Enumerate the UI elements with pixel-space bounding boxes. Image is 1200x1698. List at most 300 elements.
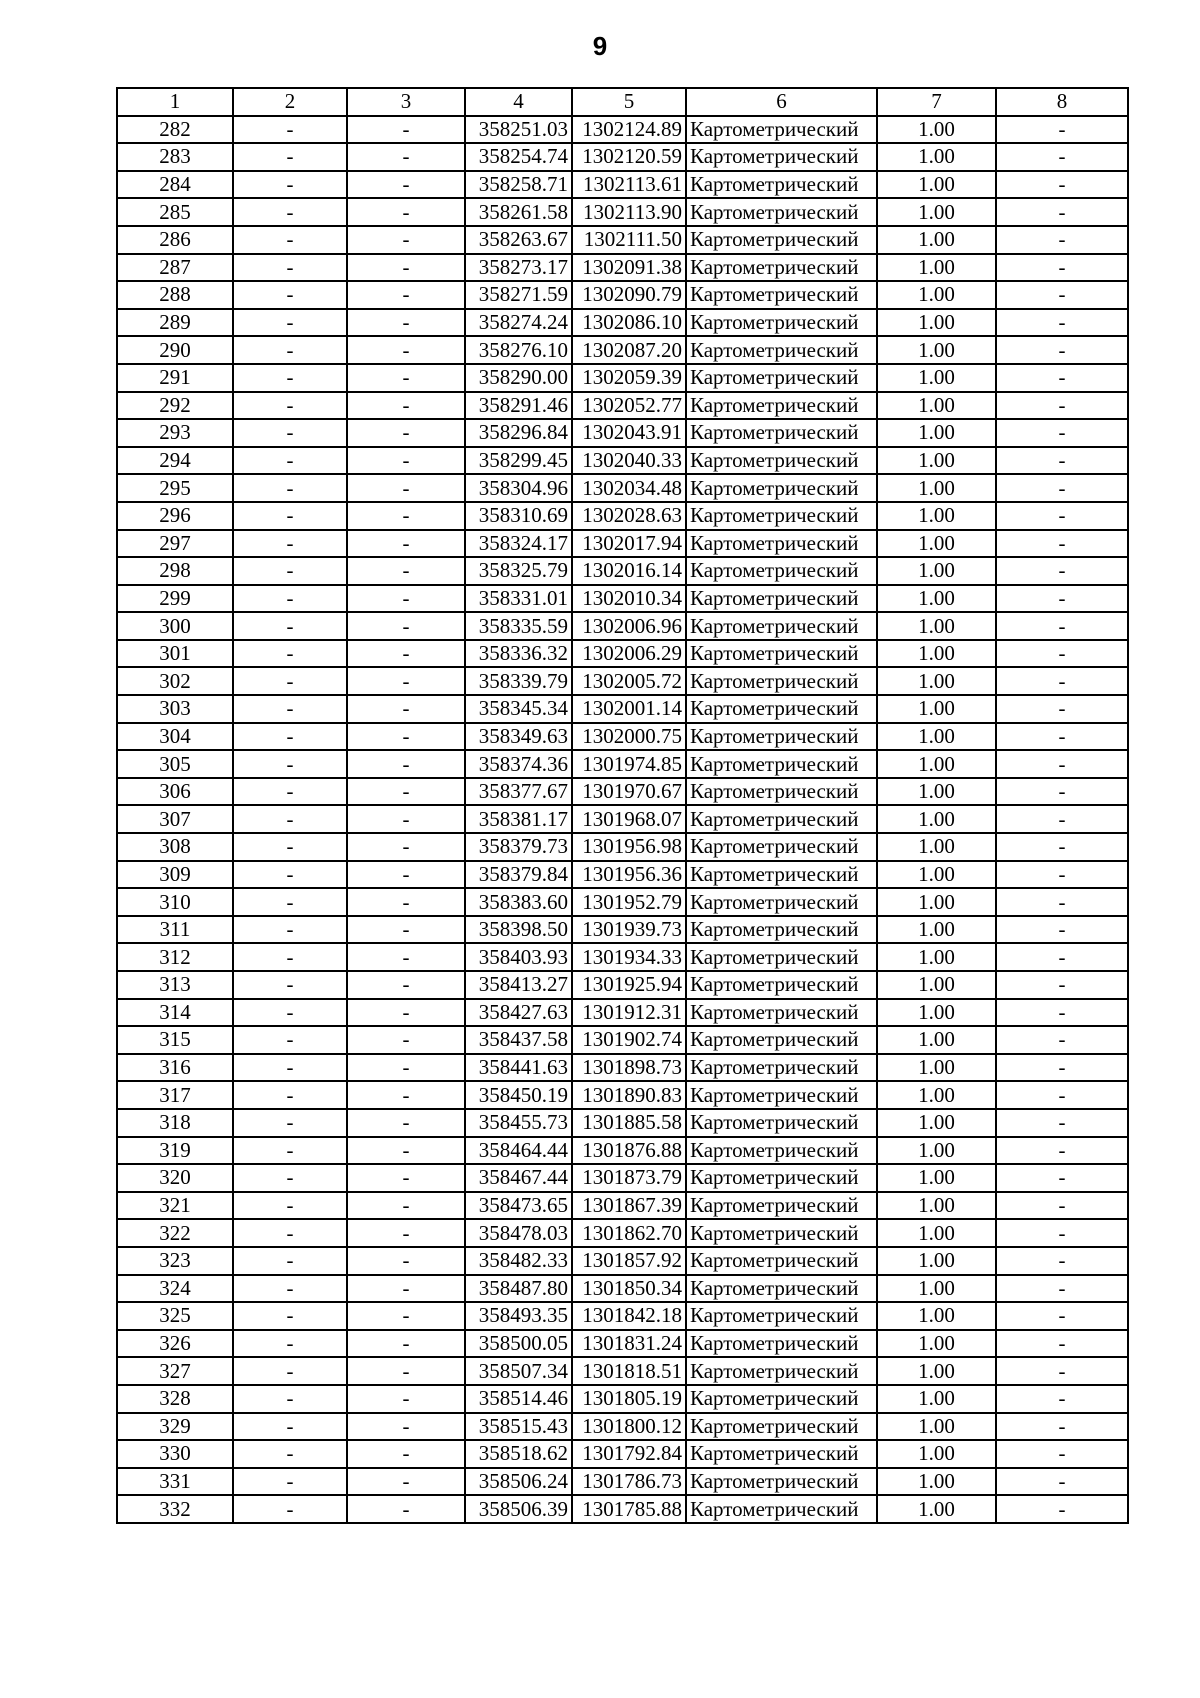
table-row [117,612,1128,640]
method-cell: Картометрический [686,281,877,309]
accuracy-cell: 1.00 [877,1495,996,1523]
coord-y-cell: 1302052.77 [572,392,686,420]
coord-x-cell: 358464.44 [465,1137,572,1165]
col-8-cell: - [996,1164,1128,1192]
table-row [117,640,1128,668]
col-8-cell: - [996,530,1128,558]
point-number-cell: 289 [117,309,233,337]
coord-y-cell: 1302001.14 [572,695,686,723]
coord-x-cell: 358403.93 [465,943,572,971]
coord-y-cell: 1302059.39 [572,364,686,392]
col-3-cell: - [347,1385,465,1413]
table-row [117,1330,1128,1358]
accuracy-cell: 1.00 [877,1192,996,1220]
coord-x-cell: 358336.32 [465,640,572,668]
coord-x-cell: 358290.00 [465,364,572,392]
method-cell: Картометрический [686,198,877,226]
col-2-cell: - [233,143,347,171]
point-number-cell: 327 [117,1357,233,1385]
coord-x-cell: 358263.67 [465,226,572,254]
coord-y-cell: 1302017.94 [572,530,686,558]
table-row [117,695,1128,723]
col-3-cell: - [347,1275,465,1303]
coord-x-cell: 358482.33 [465,1247,572,1275]
coord-x-cell: 358473.65 [465,1192,572,1220]
col-8-cell: - [996,723,1128,751]
method-cell: Картометрический [686,1109,877,1137]
accuracy-cell: 1.00 [877,888,996,916]
col-8-cell: - [996,364,1128,392]
col-8-cell: - [996,1302,1128,1330]
method-cell: Картометрический [686,612,877,640]
col-2-cell: - [233,585,347,613]
coord-x-cell: 358379.84 [465,861,572,889]
accuracy-cell: 1.00 [877,1109,996,1137]
col-3-cell: - [347,1026,465,1054]
col-3-cell: - [347,805,465,833]
accuracy-cell: 1.00 [877,474,996,502]
col-8-cell: - [996,695,1128,723]
table-row [117,143,1128,171]
coord-y-cell: 1301831.24 [572,1330,686,1358]
table-row [117,281,1128,309]
col-3-cell: - [347,1081,465,1109]
accuracy-cell: 1.00 [877,585,996,613]
accuracy-cell: 1.00 [877,502,996,530]
col-8-cell: - [996,281,1128,309]
point-number-cell: 328 [117,1385,233,1413]
coord-x-cell: 358381.17 [465,805,572,833]
point-number-cell: 326 [117,1330,233,1358]
point-number-cell: 292 [117,392,233,420]
table-row [117,336,1128,364]
col-3-cell: - [347,1330,465,1358]
table-row [117,1385,1128,1413]
col-8-cell: - [996,778,1128,806]
point-number-cell: 307 [117,805,233,833]
table-row [117,861,1128,889]
col-2-cell: - [233,502,347,530]
table-row [117,971,1128,999]
header-cell: 5 [572,88,686,116]
accuracy-cell: 1.00 [877,640,996,668]
method-cell: Картометрический [686,530,877,558]
point-number-cell: 299 [117,585,233,613]
table-row [117,1302,1128,1330]
table-row [117,419,1128,447]
method-cell: Картометрический [686,1192,877,1220]
point-number-cell: 312 [117,943,233,971]
point-number-cell: 287 [117,254,233,282]
accuracy-cell: 1.00 [877,805,996,833]
accuracy-cell: 1.00 [877,419,996,447]
coord-y-cell: 1302111.50 [572,226,686,254]
col-8-cell: - [996,943,1128,971]
point-number-cell: 283 [117,143,233,171]
coord-y-cell: 1301873.79 [572,1164,686,1192]
table-row [117,530,1128,558]
header-cell: 2 [233,88,347,116]
col-8-cell: - [996,1413,1128,1441]
point-number-cell: 324 [117,1275,233,1303]
col-3-cell: - [347,530,465,558]
col-2-cell: - [233,254,347,282]
method-cell: Картометрический [686,695,877,723]
col-3-cell: - [347,226,465,254]
method-cell: Картометрический [686,1137,877,1165]
coord-x-cell: 358413.27 [465,971,572,999]
col-3-cell: - [347,336,465,364]
coord-x-cell: 358450.19 [465,1081,572,1109]
accuracy-cell: 1.00 [877,557,996,585]
method-cell: Картометрический [686,309,877,337]
point-number-cell: 293 [117,419,233,447]
header-cell: 6 [686,88,877,116]
coord-y-cell: 1301885.58 [572,1109,686,1137]
coord-x-cell: 358514.46 [465,1385,572,1413]
method-cell: Картометрический [686,833,877,861]
table-row [117,1109,1128,1137]
col-2-cell: - [233,805,347,833]
method-cell: Картометрический [686,447,877,475]
method-cell: Картометрический [686,943,877,971]
col-3-cell: - [347,447,465,475]
table-row [117,447,1128,475]
coord-x-cell: 358299.45 [465,447,572,475]
method-cell: Картометрический [686,502,877,530]
point-number-cell: 321 [117,1192,233,1220]
col-3-cell: - [347,1192,465,1220]
col-3-cell: - [347,392,465,420]
coord-y-cell: 1301862.70 [572,1219,686,1247]
coord-x-cell: 358254.74 [465,143,572,171]
col-3-cell: - [347,143,465,171]
accuracy-cell: 1.00 [877,198,996,226]
col-2-cell: - [233,750,347,778]
method-cell: Картометрический [686,1385,877,1413]
col-2-cell: - [233,1440,347,1468]
col-3-cell: - [347,1109,465,1137]
point-number-cell: 284 [117,171,233,199]
accuracy-cell: 1.00 [877,364,996,392]
coord-y-cell: 1302034.48 [572,474,686,502]
accuracy-cell: 1.00 [877,447,996,475]
table-row [117,1192,1128,1220]
col-2-cell: - [233,1357,347,1385]
accuracy-cell: 1.00 [877,1026,996,1054]
table-row [117,999,1128,1027]
col-3-cell: - [347,585,465,613]
col-2-cell: - [233,667,347,695]
col-2-cell: - [233,971,347,999]
accuracy-cell: 1.00 [877,392,996,420]
coord-x-cell: 358251.03 [465,116,572,144]
table-row [117,557,1128,585]
method-cell: Картометрический [686,364,877,392]
table-row [117,805,1128,833]
coord-x-cell: 358304.96 [465,474,572,502]
col-8-cell: - [996,1330,1128,1358]
col-2-cell: - [233,419,347,447]
accuracy-cell: 1.00 [877,750,996,778]
coord-x-cell: 358493.35 [465,1302,572,1330]
col-8-cell: - [996,336,1128,364]
coord-x-cell: 358325.79 [465,557,572,585]
method-cell: Картометрический [686,557,877,585]
coord-y-cell: 1301898.73 [572,1054,686,1082]
page-number: 9 [592,31,608,61]
coord-y-cell: 1301842.18 [572,1302,686,1330]
col-2-cell: - [233,281,347,309]
col-3-cell: - [347,695,465,723]
col-8-cell: - [996,254,1128,282]
col-3-cell: - [347,1302,465,1330]
col-2-cell: - [233,612,347,640]
method-cell: Картометрический [686,723,877,751]
col-2-cell: - [233,1164,347,1192]
col-8-cell: - [996,640,1128,668]
col-8-cell: - [996,392,1128,420]
method-cell: Картометрический [686,116,877,144]
col-2-cell: - [233,999,347,1027]
accuracy-cell: 1.00 [877,1413,996,1441]
col-3-cell: - [347,640,465,668]
col-8-cell: - [996,971,1128,999]
method-cell: Картометрический [686,1026,877,1054]
coord-x-cell: 358291.46 [465,392,572,420]
col-3-cell: - [347,861,465,889]
col-3-cell: - [347,888,465,916]
accuracy-cell: 1.00 [877,226,996,254]
point-number-cell: 310 [117,888,233,916]
coord-y-cell: 1302090.79 [572,281,686,309]
col-2-cell: - [233,1054,347,1082]
point-number-cell: 300 [117,612,233,640]
coord-x-cell: 358500.05 [465,1330,572,1358]
col-2-cell: - [233,1468,347,1496]
table-row [117,392,1128,420]
accuracy-cell: 1.00 [877,530,996,558]
coord-x-cell: 358324.17 [465,530,572,558]
method-cell: Картометрический [686,171,877,199]
col-3-cell: - [347,916,465,944]
col-3-cell: - [347,198,465,226]
coord-y-cell: 1301850.34 [572,1275,686,1303]
col-3-cell: - [347,1413,465,1441]
coord-x-cell: 358506.24 [465,1468,572,1496]
col-3-cell: - [347,612,465,640]
table-row [117,474,1128,502]
col-3-cell: - [347,1054,465,1082]
coord-y-cell: 1302000.75 [572,723,686,751]
col-3-cell: - [347,474,465,502]
method-cell: Картометрический [686,750,877,778]
col-3-cell: - [347,667,465,695]
col-8-cell: - [996,1468,1128,1496]
col-3-cell: - [347,1137,465,1165]
method-cell: Картометрический [686,916,877,944]
coord-y-cell: 1301857.92 [572,1247,686,1275]
col-2-cell: - [233,557,347,585]
col-2-cell: - [233,1026,347,1054]
coord-y-cell: 1301890.83 [572,1081,686,1109]
table-row [117,1026,1128,1054]
table-row [117,667,1128,695]
col-3-cell: - [347,723,465,751]
col-2-cell: - [233,1109,347,1137]
method-cell: Картометрический [686,1247,877,1275]
table-row [117,1137,1128,1165]
coord-y-cell: 1302006.29 [572,640,686,668]
coord-y-cell: 1302006.96 [572,612,686,640]
table-row [117,226,1128,254]
coord-y-cell: 1302091.38 [572,254,686,282]
accuracy-cell: 1.00 [877,1468,996,1496]
accuracy-cell: 1.00 [877,723,996,751]
point-number-cell: 317 [117,1081,233,1109]
col-8-cell: - [996,1219,1128,1247]
table-row [117,116,1128,144]
table-row [117,833,1128,861]
point-number-cell: 306 [117,778,233,806]
header-cell: 1 [117,88,233,116]
method-cell: Картометрический [686,419,877,447]
coord-y-cell: 1301925.94 [572,971,686,999]
col-3-cell: - [347,1219,465,1247]
col-3-cell: - [347,999,465,1027]
method-cell: Картометрический [686,805,877,833]
point-number-cell: 298 [117,557,233,585]
coord-x-cell: 358271.59 [465,281,572,309]
point-number-cell: 322 [117,1219,233,1247]
table-row [117,1495,1128,1523]
col-2-cell: - [233,364,347,392]
col-2-cell: - [233,916,347,944]
method-cell: Картометрический [686,861,877,889]
coord-x-cell: 358467.44 [465,1164,572,1192]
table-row [117,1081,1128,1109]
coord-y-cell: 1302120.59 [572,143,686,171]
col-8-cell: - [996,612,1128,640]
accuracy-cell: 1.00 [877,1137,996,1165]
method-cell: Картометрический [686,392,877,420]
table-row [117,364,1128,392]
col-2-cell: - [233,1302,347,1330]
point-number-cell: 316 [117,1054,233,1082]
col-8-cell: - [996,1385,1128,1413]
col-8-cell: - [996,1137,1128,1165]
accuracy-cell: 1.00 [877,171,996,199]
table-row [117,778,1128,806]
accuracy-cell: 1.00 [877,1440,996,1468]
method-cell: Картометрический [686,640,877,668]
col-8-cell: - [996,1275,1128,1303]
point-number-cell: 331 [117,1468,233,1496]
coord-y-cell: 1301902.74 [572,1026,686,1054]
col-8-cell: - [996,502,1128,530]
method-cell: Картометрический [686,474,877,502]
col-2-cell: - [233,171,347,199]
coord-y-cell: 1301818.51 [572,1357,686,1385]
table-row [117,254,1128,282]
coord-y-cell: 1301800.12 [572,1413,686,1441]
coord-x-cell: 358441.63 [465,1054,572,1082]
method-cell: Картометрический [686,999,877,1027]
coord-y-cell: 1301968.07 [572,805,686,833]
col-2-cell: - [233,1219,347,1247]
accuracy-cell: 1.00 [877,695,996,723]
method-cell: Картометрический [686,143,877,171]
method-cell: Картометрический [686,1219,877,1247]
col-2-cell: - [233,1081,347,1109]
point-number-cell: 329 [117,1413,233,1441]
coord-x-cell: 358487.80 [465,1275,572,1303]
accuracy-cell: 1.00 [877,1385,996,1413]
col-8-cell: - [996,309,1128,337]
point-number-cell: 295 [117,474,233,502]
table-row [117,1440,1128,1468]
table-row [117,1054,1128,1082]
coord-x-cell: 358349.63 [465,723,572,751]
coord-y-cell: 1301970.67 [572,778,686,806]
point-number-cell: 285 [117,198,233,226]
accuracy-cell: 1.00 [877,999,996,1027]
col-8-cell: - [996,1495,1128,1523]
point-number-cell: 297 [117,530,233,558]
method-cell: Картометрический [686,888,877,916]
col-3-cell: - [347,557,465,585]
coord-x-cell: 358515.43 [465,1413,572,1441]
point-number-cell: 315 [117,1026,233,1054]
col-8-cell: - [996,1357,1128,1385]
accuracy-cell: 1.00 [877,916,996,944]
col-2-cell: - [233,1330,347,1358]
col-8-cell: - [996,888,1128,916]
coord-y-cell: 1301939.73 [572,916,686,944]
col-2-cell: - [233,640,347,668]
method-cell: Картометрический [686,585,877,613]
col-8-cell: - [996,1109,1128,1137]
col-2-cell: - [233,723,347,751]
method-cell: Картометрический [686,1081,877,1109]
coord-x-cell: 358345.34 [465,695,572,723]
table-row [117,585,1128,613]
coord-y-cell: 1302086.10 [572,309,686,337]
point-number-cell: 318 [117,1109,233,1137]
coord-y-cell: 1301956.36 [572,861,686,889]
point-number-cell: 325 [117,1302,233,1330]
coord-x-cell: 358506.39 [465,1495,572,1523]
accuracy-cell: 1.00 [877,1081,996,1109]
col-3-cell: - [347,419,465,447]
method-cell: Картометрический [686,254,877,282]
col-8-cell: - [996,861,1128,889]
coord-y-cell: 1302028.63 [572,502,686,530]
col-8-cell: - [996,1081,1128,1109]
col-8-cell: - [996,143,1128,171]
col-8-cell: - [996,474,1128,502]
coord-x-cell: 358507.34 [465,1357,572,1385]
col-2-cell: - [233,1495,347,1523]
col-3-cell: - [347,254,465,282]
col-8-cell: - [996,585,1128,613]
point-number-cell: 330 [117,1440,233,1468]
coord-y-cell: 1301956.98 [572,833,686,861]
col-3-cell: - [347,281,465,309]
point-number-cell: 320 [117,1164,233,1192]
method-cell: Картометрический [686,1495,877,1523]
col-2-cell: - [233,1413,347,1441]
